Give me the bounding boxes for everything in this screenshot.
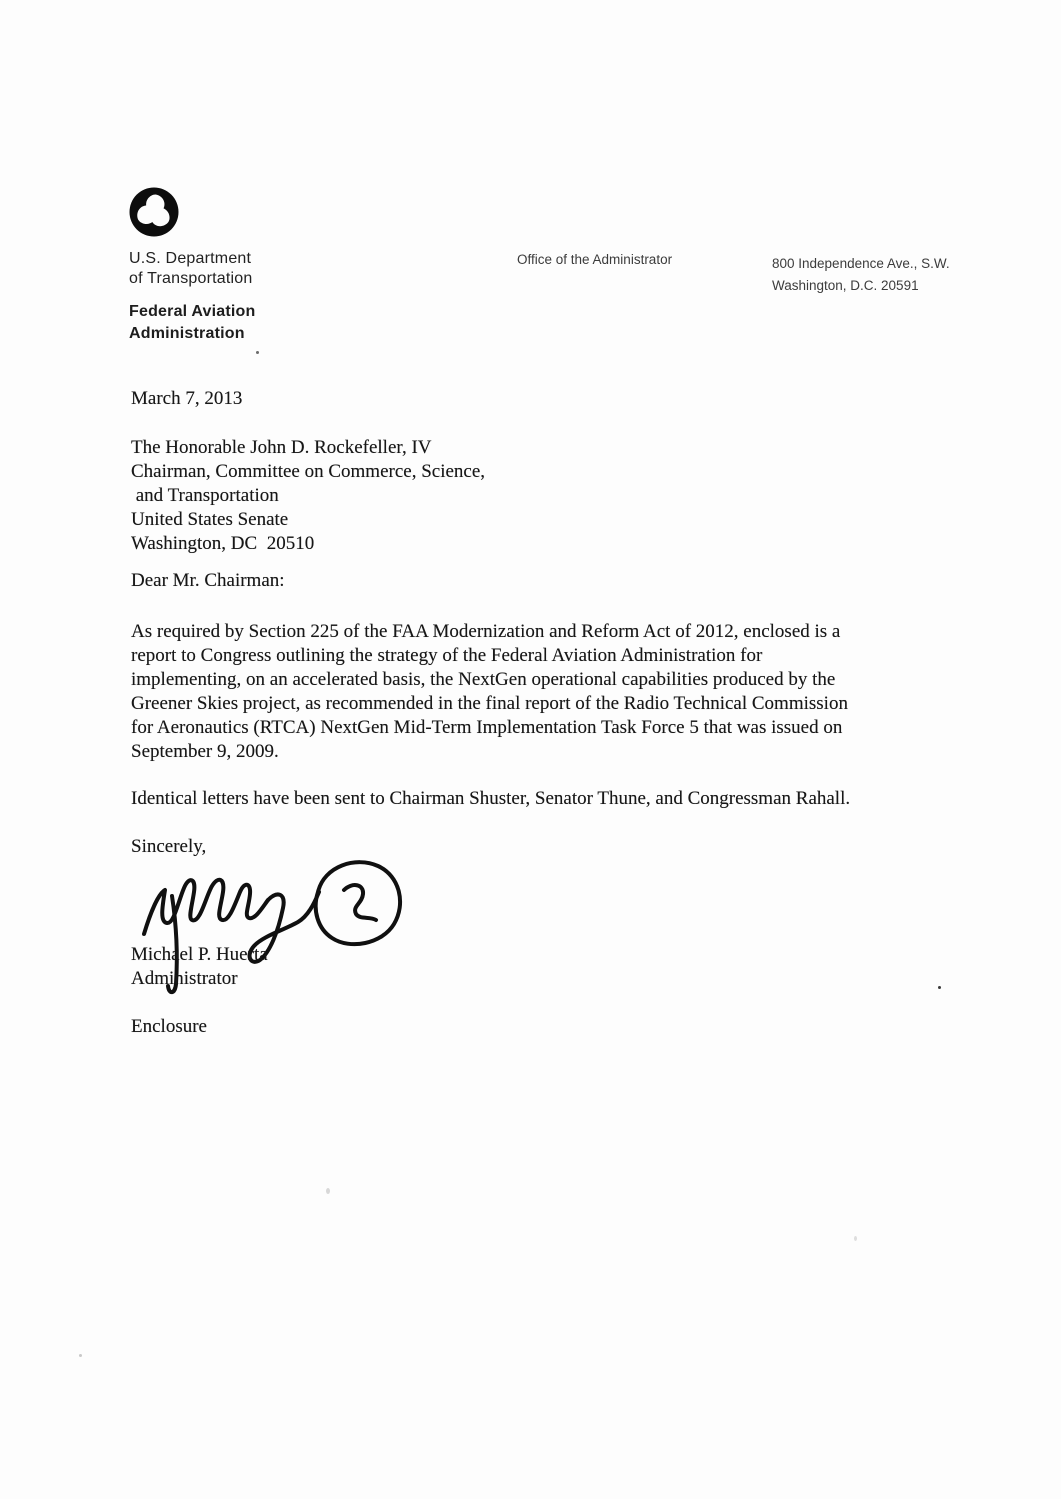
- paragraph-line: for Aeronautics (RTCA) NextGen Mid-Term Implementation Task Force 5 that was issued on: [131, 717, 843, 738]
- body-paragraph-2: Identical letters have been sent to Chairman Shuster, Senator Thune, and Congressman Rahall.: [131, 788, 851, 809]
- recipient-line: United States Senate: [131, 509, 289, 530]
- paragraph-line: Greener Skies project, as recommended in the final report of the Radio Technical Commission: [131, 693, 848, 714]
- address-line1: 800 Independence Ave., S.W.: [772, 256, 950, 271]
- scan-speck: [256, 351, 259, 354]
- enclosure-note: Enclosure: [131, 1016, 207, 1037]
- us-dot-logo-icon: [128, 186, 180, 238]
- department-line1: U.S. Department: [129, 250, 252, 267]
- signer-name: Michael P. Huerta: [131, 944, 268, 965]
- scan-speck: [854, 1236, 857, 1241]
- department-line2: of Transportation: [129, 270, 253, 287]
- recipient-line: Chairman, Committee on Commerce, Science,: [131, 461, 486, 482]
- address-block: [772, 253, 950, 297]
- paragraph-line: implementing, on an accelerated basis, the NextGen operational capabilities produced by the: [131, 669, 836, 690]
- recipient-line: Washington, DC 20510: [131, 533, 315, 554]
- scan-speck: [79, 1354, 82, 1357]
- body-paragraph-1: [131, 620, 848, 764]
- recipient-block: [131, 436, 485, 556]
- date-line: March 7, 2013: [131, 388, 243, 409]
- department-name: [129, 249, 252, 289]
- agency-line1: Federal Aviation: [129, 303, 256, 320]
- paragraph-line: As required by Section 225 of the FAA Modernization and Reform Act of 2012, enclosed is a: [131, 621, 841, 642]
- salutation: Dear Mr. Chairman:: [131, 570, 285, 591]
- scan-speck: [938, 986, 941, 989]
- closing: Sincerely,: [131, 836, 207, 857]
- scan-speck: [326, 1188, 330, 1194]
- paragraph-line: September 9, 2009.: [131, 741, 279, 762]
- address-line2: Washington, D.C. 20591: [772, 278, 919, 293]
- agency-name: [129, 301, 256, 345]
- paragraph-line: report to Congress outlining the strategy of the Federal Aviation Administration for: [131, 645, 763, 666]
- recipient-line: and Transportation: [131, 485, 279, 506]
- agency-line2: Administration: [129, 325, 245, 342]
- office-line: Office of the Administrator: [517, 252, 673, 267]
- signer-title: Administrator: [131, 968, 238, 989]
- recipient-line: The Honorable John D. Rockefeller, IV: [131, 437, 432, 458]
